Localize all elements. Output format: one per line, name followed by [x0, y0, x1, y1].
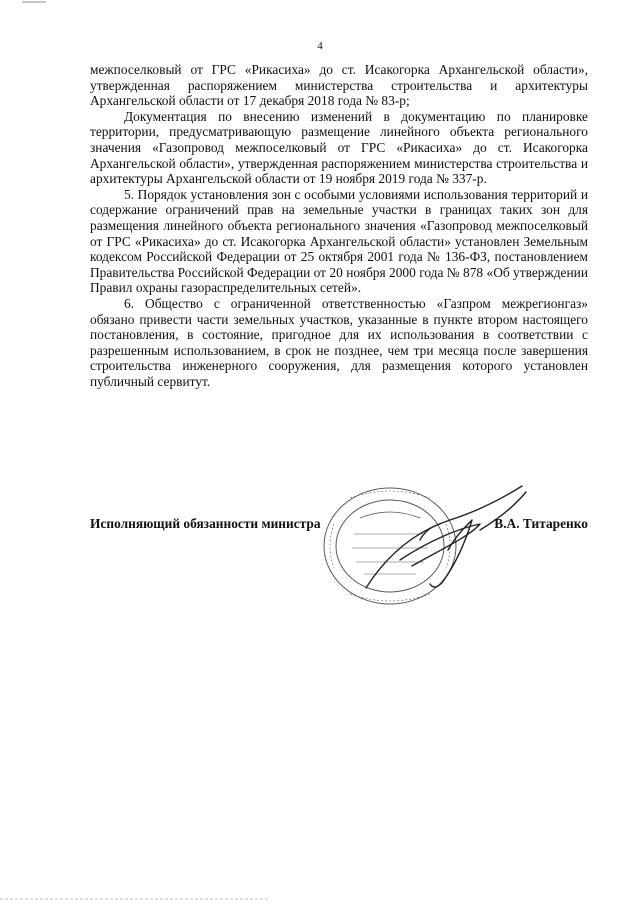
paragraph-documentation: Документация по внесению изменений в документацию по планировке территории, предусматривающую размещение линейного объекта регионального значения «Газопровод межпоселковый от ГРС «Рикасиха» до ст. Исакогорка Архангельской области», утвержденная распоряжением министерства строительства и архитектуры Архангельской области от 19 ноября 2019 года № 337-р.	[90, 108, 588, 187]
handwritten-signature	[360, 480, 530, 600]
paragraph-item-6: 6. Общество с ограниченной ответственностью «Газпром межрегионгаз» обязано привести части земельных участков, указанные в пункте втором настоящего постановления, в состояние, пригодное для их использования в соответствии с разрешенным использованием, в срок не позднее, чем три месяца после завершения строительства инженерного сооружения, для размещения которого установлен публичный сервитут.	[90, 295, 588, 389]
signer-title: Исполняющий обязанности министра	[90, 516, 321, 531]
signature-block	[90, 516, 588, 536]
signer-name: В.А. Титаренко	[494, 516, 588, 531]
paragraph-item-5: 5. Порядок установления зон с особыми условиями использования территорий и содержание ограничений прав на земельные участки в границах таких зон для размещения линейного объекта регионального значения «Газопровод межпоселковый от ГРС «Рикасиха» до ст. Исакогорка Архангельской области» установлен Земельным кодексом Российской Федерации от 25 октября 2001 года № 136-ФЗ, постановлением Правительства Российской Федерации от 20 ноября 2000 года № 878 «Об утверждении Правил охраны газораспределительных сетей».	[90, 186, 588, 296]
scan-footer-artifact	[0, 896, 270, 902]
scan-artifact-mark	[22, 0, 46, 4]
page-number: 4	[317, 40, 323, 52]
document-body	[90, 62, 588, 389]
paragraph-continuation: межпоселковый от ГРС «Рикасиха» до ст. Исакогорка Архангельской области», утвержденная распоряжением министерства строительства и архитектуры Архангельской области от 17 декабря 2018 года № 83-р;	[90, 62, 588, 109]
